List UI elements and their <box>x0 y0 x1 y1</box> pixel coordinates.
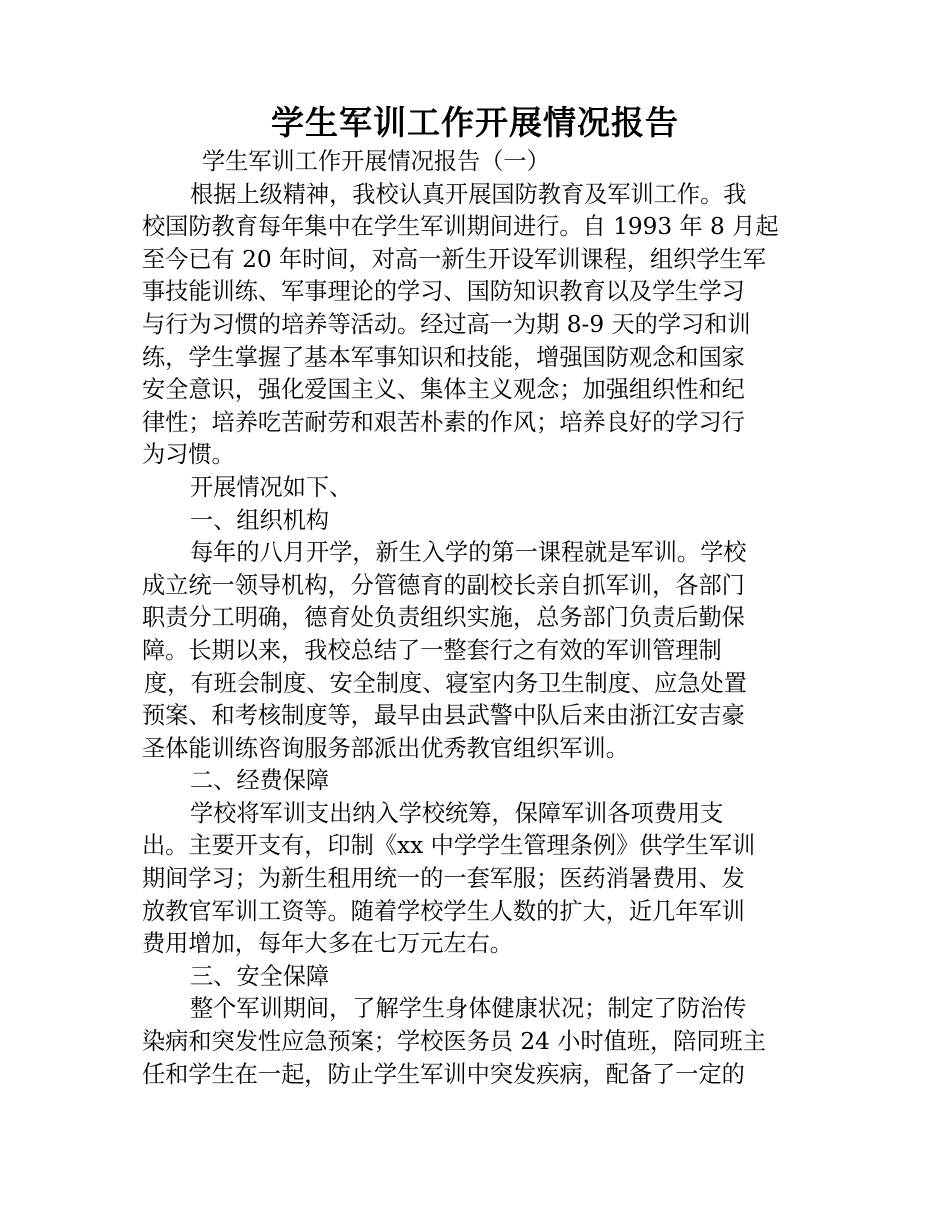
paragraph-line: 律性；培养吃苦耐劳和艰苦朴素的作风；培养良好的学习行 <box>142 408 745 436</box>
paragraph-line: 为习惯。 <box>142 441 235 469</box>
paragraph-line: 校国防教育每年集中在学生军训期间进行。自 1993 年 8 月起 <box>142 213 779 241</box>
paragraph-line: 费用增加，每年大多在七万元左右。 <box>142 930 513 958</box>
paragraph-line: 成立统一领导机构，分管德育的副校长亲自抓军训，各部门 <box>142 571 745 599</box>
paragraph-line: 任和学生在一起，防止学生军训中突发疾病，配备了一定的 <box>142 1060 745 1088</box>
document-body <box>142 146 798 1091</box>
paragraph-line: 每年的八月开学，新生入学的第一课程就是军训。学校 <box>190 539 747 567</box>
document-title: 学生军训工作开展情况报告 <box>271 103 679 142</box>
section-heading: 二、经费保障 <box>190 767 330 795</box>
paragraph-line: 至今已有 20 年时间，对高一新生开设军训课程，组织学生军 <box>142 245 766 273</box>
paragraph-line: 度，有班会制度、安全制度、寝室内务卫生制度、应急处置 <box>144 669 747 697</box>
section-heading: 三、安全保障 <box>190 962 330 990</box>
paragraph-line: 放教官军训工资等。随着学校学生人数的扩大，近几年军训 <box>142 897 745 925</box>
paragraph-line: 期间学习；为新生租用统一的一套军服；医药消暑费用、发 <box>142 865 745 893</box>
paragraph-line: 预案、和考核制度等，最早由县武警中队后来由浙江安吉豪 <box>142 702 745 730</box>
paragraph-line: 学校将军训支出纳入学校统筹，保障军训各项费用支 <box>190 799 724 827</box>
section-heading: 一、组织机构 <box>190 506 330 534</box>
paragraph-line: 障。长期以来，我校总结了一整套行之有效的军训管理制 <box>142 636 722 664</box>
subtitle-line: 学生军训工作开展情况报告（一） <box>202 148 550 175</box>
paragraph-line: 开展情况如下、 <box>190 473 353 501</box>
paragraph-line: 根据上级精神，我校认真开展国防教育及军训工作。我 <box>190 180 747 208</box>
paragraph-line: 与行为习惯的培养等活动。经过高一为期 8-9 天的学习和训 <box>142 310 751 338</box>
paragraph-line: 整个军训期间，了解学生身体健康状况；制定了防治传 <box>190 995 747 1023</box>
paragraph-line: 出。主要开支有，印制《xx 中学学生管理条例》供学生军训 <box>142 832 756 860</box>
paragraph-line: 圣体能训练咨询服务部派出优秀教官组织军训。 <box>142 734 629 762</box>
paragraph-line: 事技能训练、军事理论的学习、国防知识教育以及学生学习 <box>142 278 745 306</box>
paragraph-line: 职责分工明确，德育处负责组织实施，总务部门负责后勤保 <box>142 604 745 632</box>
paragraph-line: 练，学生掌握了基本军事知识和技能，增强国防观念和国家 <box>142 343 745 371</box>
paragraph-line: 安全意识，强化爱国主义、集体主义观念；加强组织性和纪 <box>142 376 745 404</box>
paragraph-line: 染病和突发性应急预案；学校医务员 24 小时值班，陪同班主 <box>142 1028 766 1056</box>
